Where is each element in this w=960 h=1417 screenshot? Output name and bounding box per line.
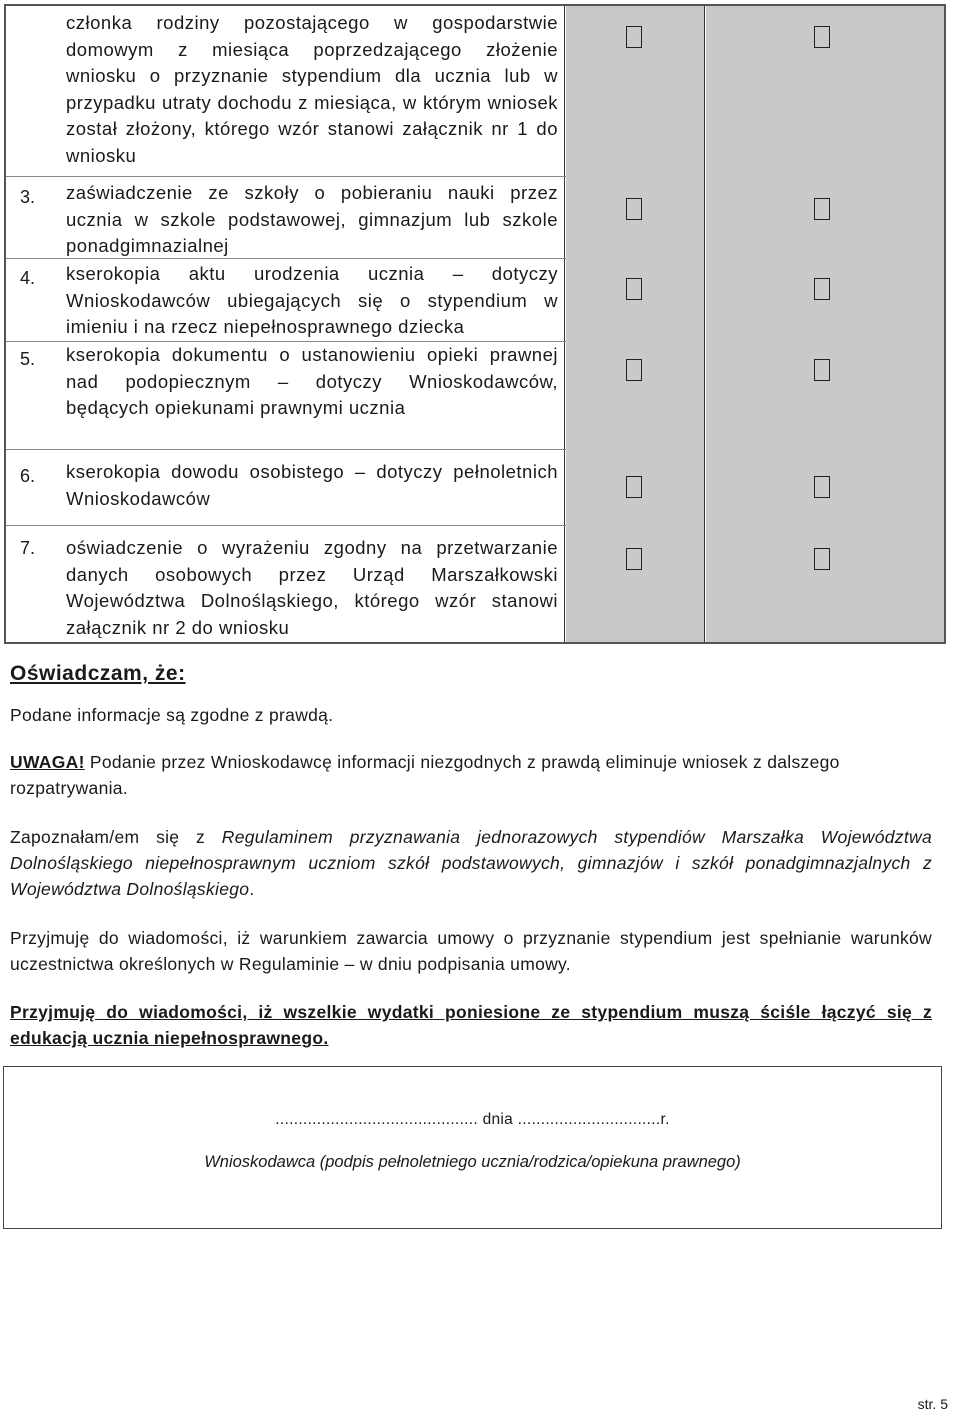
- signature-caption: Wnioskodawca (podpis pełnoletniego ucznia/rodzica/opiekuna prawnego): [204, 1153, 741, 1171]
- expenses-paragraph: Przyjmuję do wiadomości, iż wszelkie wydatki poniesione ze stypendium muszą ściśle łączyć się z edukacją ucznia niepełnosprawnego.: [10, 1002, 932, 1048]
- row-number: 3.: [20, 187, 36, 207]
- row-text: kserokopia aktu urodzenia ucznia – dotyczy Wnioskodawców ubiegających się o stypendium w imieniu i na rzecz niepełnosprawnego dziecka: [66, 263, 558, 337]
- row-text: zaświadczenie ze szkoły o pobieraniu nauki przez ucznia w szkole podstawowej, gimnazjum lub szkole ponadgimnazialnej: [66, 182, 558, 256]
- truth-statement: Podane informacje są zgodne z prawdą.: [10, 705, 334, 725]
- row-text: oświadczenie o wyrażeniu zgodny na przetwarzanie danych osobowych przez Urząd Marszałkowski Województwa Dolnośląskiego, którego wzór stanowi załącznik nr 2 do wniosku: [66, 537, 558, 638]
- checkbox-no[interactable]: [814, 476, 830, 498]
- regulation-title: Regulaminem przyznawania jednorazowych stypendiów Marszałka Województwa Dolnośląskiego niepełnosprawnym uczniom szkół podstawowych, gimnazjów i szkół ponadgimnazjalnych z Województwa Dolnośląskiego: [10, 827, 932, 899]
- row-text: kserokopia dowodu osobistego – dotyczy pełnoletnich Wnioskodawców: [66, 461, 558, 509]
- row-text: członka rodziny pozostającego w gospodarstwie domowym z miesiąca poprzedzającego złożenie wniosku o przyznanie stypendium dla ucznia lub w przypadku utraty dochodu z miesiąca, w którym wniosek został złożony, którego wzór stanowi załącznik nr 1 do wniosku: [66, 12, 558, 166]
- row-number: 5.: [20, 349, 36, 369]
- checkbox-no[interactable]: [814, 198, 830, 220]
- checkbox-no[interactable]: [814, 278, 830, 300]
- warning-paragraph: [10, 749, 932, 801]
- checkbox-no[interactable]: [814, 26, 830, 48]
- checkbox-yes[interactable]: [626, 548, 642, 570]
- ack-suffix: .: [249, 879, 255, 899]
- ack-prefix: Zapoznałam/em się z: [10, 827, 222, 847]
- row-number: 4.: [20, 268, 36, 288]
- checkbox-yes[interactable]: [626, 359, 642, 381]
- checkbox-column-no: [706, 6, 944, 642]
- checkbox-no[interactable]: [814, 548, 830, 570]
- attachments-table: [4, 4, 946, 644]
- warning-label: UWAGA!: [10, 752, 85, 772]
- row-divider: [6, 176, 566, 177]
- checkbox-yes[interactable]: [626, 198, 642, 220]
- signature-box: [3, 1066, 942, 1229]
- page-number: str. 5: [917, 1396, 948, 1412]
- checkbox-column-yes: [566, 6, 704, 642]
- warning-text: Podanie przez Wnioskodawcę informacji niezgodnych z prawdą eliminuje wniosek z dalszego rozpatrywania.: [10, 752, 840, 798]
- declaration-heading: Oświadczam, że:: [10, 662, 186, 685]
- column-divider: [564, 6, 565, 642]
- conditions-paragraph: Przyjmuję do wiadomości, iż warunkiem zawarcia umowy o przyznanie stypendium jest spełnianie warunków uczestnictwa określonych w Regulaminie – w dniu podpisania umowy.: [10, 928, 932, 974]
- row-text: kserokopia dokumentu o ustanowieniu opieki prawnej nad podopiecznym – dotyczy Wnioskodawców, będących opiekunami prawnymi ucznia: [66, 344, 558, 418]
- checkbox-no[interactable]: [814, 359, 830, 381]
- signature-date-line: ............................................ dnia ...............................r.: [275, 1111, 670, 1128]
- column-divider: [704, 6, 705, 642]
- regulation-acknowledgement: [10, 824, 932, 902]
- checkbox-yes[interactable]: [626, 26, 642, 48]
- checkbox-yes[interactable]: [626, 278, 642, 300]
- checkbox-yes[interactable]: [626, 476, 642, 498]
- row-number: 6.: [20, 466, 36, 486]
- row-divider: [6, 525, 566, 526]
- row-divider: [6, 449, 566, 450]
- row-number: 7.: [20, 538, 36, 558]
